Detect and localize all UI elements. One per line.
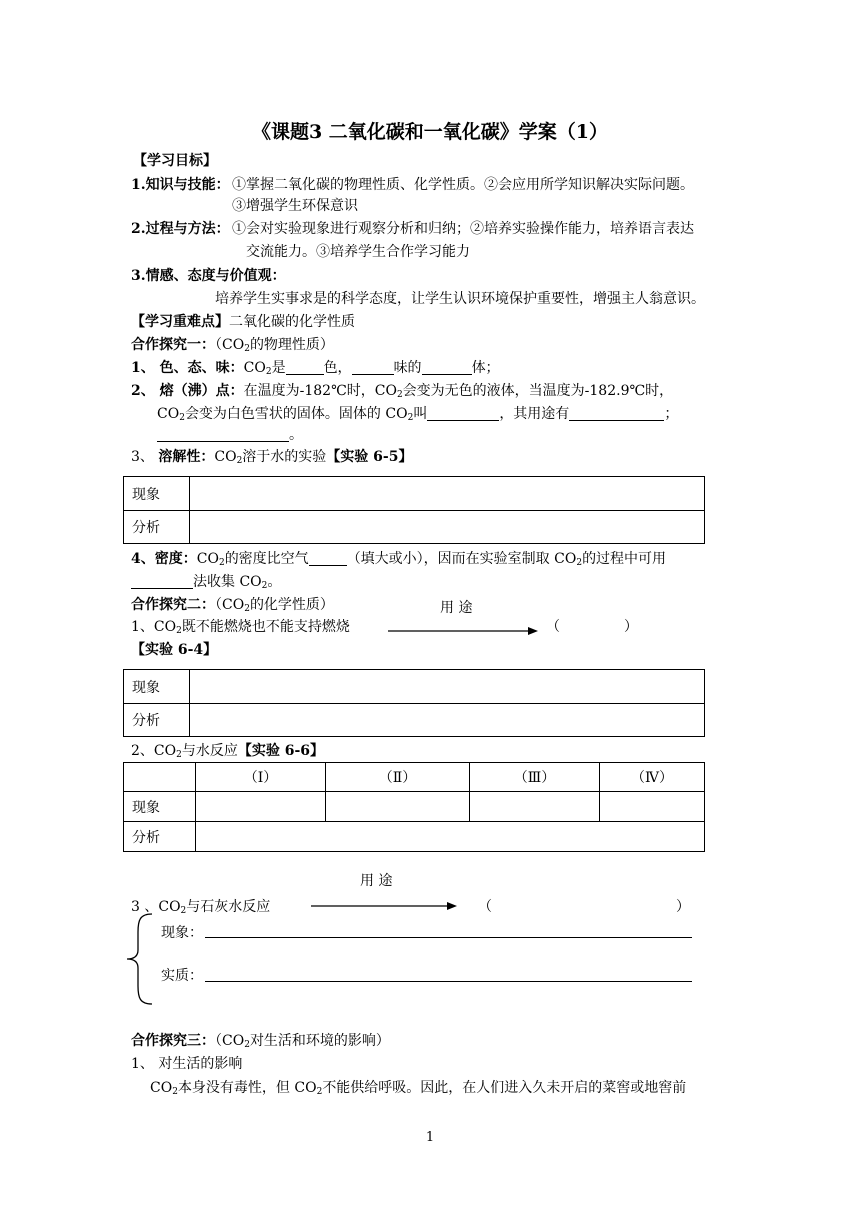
item-water-reaction [131, 741, 324, 761]
part-3-heading [131, 1031, 390, 1051]
item-1-part-d: 体； [471, 360, 500, 376]
item-2-line-2-a: $CO_2$会变为白色雪状的固体。固体的 $CO_2$叫 [157, 406, 428, 423]
objective-1-line-2: ③增强学生环保意识 [232, 198, 358, 214]
combustion-phenomenon-cell[interactable] [190, 670, 705, 704]
item-2-line-2-c: ； [664, 406, 679, 422]
part-1-heading [131, 335, 334, 355]
item-2-line-3-end: 。 [289, 427, 303, 443]
objective-2-line-2: 交流能力。③培养学生合作学习能力 [246, 244, 470, 260]
item-4-line-2-text: 法收集 $CO_2$。 [193, 574, 282, 591]
usage-paren-open-2: （ [478, 899, 492, 915]
row-label-analysis: 分析 [124, 511, 190, 544]
item-2-text: 在温度为-182℃时，$CO_2$会变为无色的液体，当温度为-182.9℃时， [243, 383, 674, 400]
col-header-3: （Ⅲ） [470, 763, 600, 792]
blank-dry-ice[interactable] [427, 406, 499, 421]
life-impact-paragraph: $CO_2$本身没有毒性，但 $CO_2$不能供给呼吸。因此，在人们进入久未开启的菜窖或地窖前 [150, 1080, 687, 1097]
item-3-experiment: 【实验 6-5】 [326, 449, 413, 465]
solubility-table [123, 476, 705, 544]
limewater-phenomenon-label: 现象： [161, 925, 203, 941]
blank-density[interactable] [309, 551, 347, 566]
page-title: 《课题3 二氧化碳和一氧化碳》学案（1） [251, 121, 609, 143]
item-1-part-c: 味的 [393, 360, 422, 376]
usage-paren-open-1: （ [546, 619, 560, 635]
key-points [131, 312, 355, 332]
item-solubility [131, 447, 412, 467]
combustion-table [123, 669, 705, 737]
usage-label-2: 用 途 [360, 873, 393, 889]
limewater-phenomenon-line[interactable] [205, 937, 692, 938]
solubility-phenomenon-cell[interactable] [190, 477, 705, 511]
item-water-reaction-text: 2、$CO_2$与水反应 [131, 743, 238, 760]
item-3-num: 3、 [131, 449, 159, 465]
item-1-part-a: $CO_2$是 [243, 360, 286, 377]
item-life-impact: 1、 对生活的影响 [131, 1056, 243, 1072]
row-label-analysis: 分析 [124, 704, 190, 737]
item-4-label: 4、密度： [131, 551, 197, 567]
limewater-essence-label: 实质： [161, 968, 203, 984]
arrow-icon-usage-1 [388, 625, 538, 637]
col-header-1: （Ⅰ） [196, 763, 326, 792]
solubility-analysis-cell[interactable] [190, 511, 705, 544]
objective-2-label: 2.过程与方法： [131, 221, 230, 237]
row-label-phenomenon: 现象 [124, 477, 190, 511]
blank-usage-2[interactable] [157, 427, 289, 442]
item-1-label: 1、 色、态、味： [131, 360, 244, 376]
water-reaction-table [123, 762, 705, 852]
item-3-label: 溶解性： [158, 449, 215, 465]
combustion-analysis-cell[interactable] [190, 704, 705, 737]
item-melting-point [131, 381, 673, 401]
water-reaction-analysis-cell[interactable] [196, 822, 705, 852]
row-label-phenomenon: 现象 [124, 670, 190, 704]
limewater-essence-line[interactable] [205, 981, 692, 982]
item-4-line-2 [131, 572, 281, 592]
header-empty-cell [124, 763, 196, 792]
part-1-label: 合作探究一： [131, 337, 215, 353]
part-2-heading [131, 595, 334, 615]
blank-smell[interactable] [352, 360, 394, 375]
arrow-icon-usage-2 [311, 900, 457, 912]
part-3-text: （$CO_2$对生活和环境的影响） [215, 1033, 390, 1050]
part-2-text: （$CO_2$的化学性质） [215, 597, 334, 614]
col-header-2: （Ⅱ） [326, 763, 470, 792]
key-points-heading: 【学习重难点】 [131, 314, 229, 330]
phenomenon-cell-1[interactable] [196, 792, 326, 822]
item-2-line-3 [157, 425, 303, 445]
blank-usage-1[interactable] [569, 406, 664, 421]
item-4-text-2: （填大或小），因而在实验室制取 $CO_2$的过程中可用 [346, 551, 667, 568]
part-1-text: （$CO_2$的物理性质） [215, 337, 334, 354]
experiment-6-6: 【实验 6-6】 [237, 743, 325, 759]
phenomenon-cell-4[interactable] [600, 792, 705, 822]
part-2-label: 合作探究二： [131, 597, 215, 613]
item-1-part-b: 色， [323, 360, 352, 376]
item-2-line-2-b: ，其用途有 [499, 406, 570, 422]
row-label-analysis: 分析 [124, 822, 196, 852]
col-header-4: （Ⅳ） [600, 763, 705, 792]
usage-paren-close-2: ） [676, 899, 690, 915]
objective-1-label: 1.知识与技能： [131, 177, 230, 193]
experiment-6-4: 【实验 6-4】 [131, 642, 218, 658]
item-2-line-2 [157, 404, 678, 424]
item-2-label: 2、 熔（沸）点： [131, 383, 244, 399]
item-4-text: $CO_2$的密度比空气 [196, 551, 309, 568]
item-density [131, 549, 666, 569]
blank-collection-method[interactable] [131, 574, 193, 589]
objective-1-line-1: ①掌握二氧化碳的物理性质、化学性质。②会应用所学知识解决实际问题。 [232, 177, 694, 193]
phenomenon-cell-3[interactable] [470, 792, 600, 822]
phenomenon-cell-2[interactable] [326, 792, 470, 822]
item-combustion: 1、$CO_2$既不能燃烧也不能支持燃烧 [131, 619, 350, 636]
usage-paren-close-1: ） [624, 619, 638, 635]
objectives-heading: 【学习目标】 [133, 153, 217, 169]
item-3-text: $CO_2$溶于水的实验 [214, 449, 327, 466]
key-points-text: 二氧化碳的化学性质 [229, 314, 355, 330]
objective-3-label: 3.情感、态度与价值观： [131, 268, 286, 284]
part-3-label: 合作探究三： [131, 1033, 215, 1049]
left-brace-icon [124, 912, 154, 1006]
item-color-state-smell [131, 358, 500, 378]
blank-color[interactable] [286, 360, 324, 375]
item-limewater: 3 、$CO_2$与石灰水反应 [131, 899, 271, 916]
objective-2-line-1: ①会对实验现象进行观察分析和归纳；②培养实验操作能力，培养语言表达 [232, 221, 694, 237]
page-number: 1 [425, 1130, 435, 1145]
usage-label-1: 用 途 [440, 600, 473, 616]
blank-state[interactable] [422, 360, 472, 375]
objective-3-text: 培养学生实事求是的科学态度，让学生认识环境保护重要性，增强主人翁意识。 [215, 291, 705, 307]
row-label-phenomenon: 现象 [124, 792, 196, 822]
